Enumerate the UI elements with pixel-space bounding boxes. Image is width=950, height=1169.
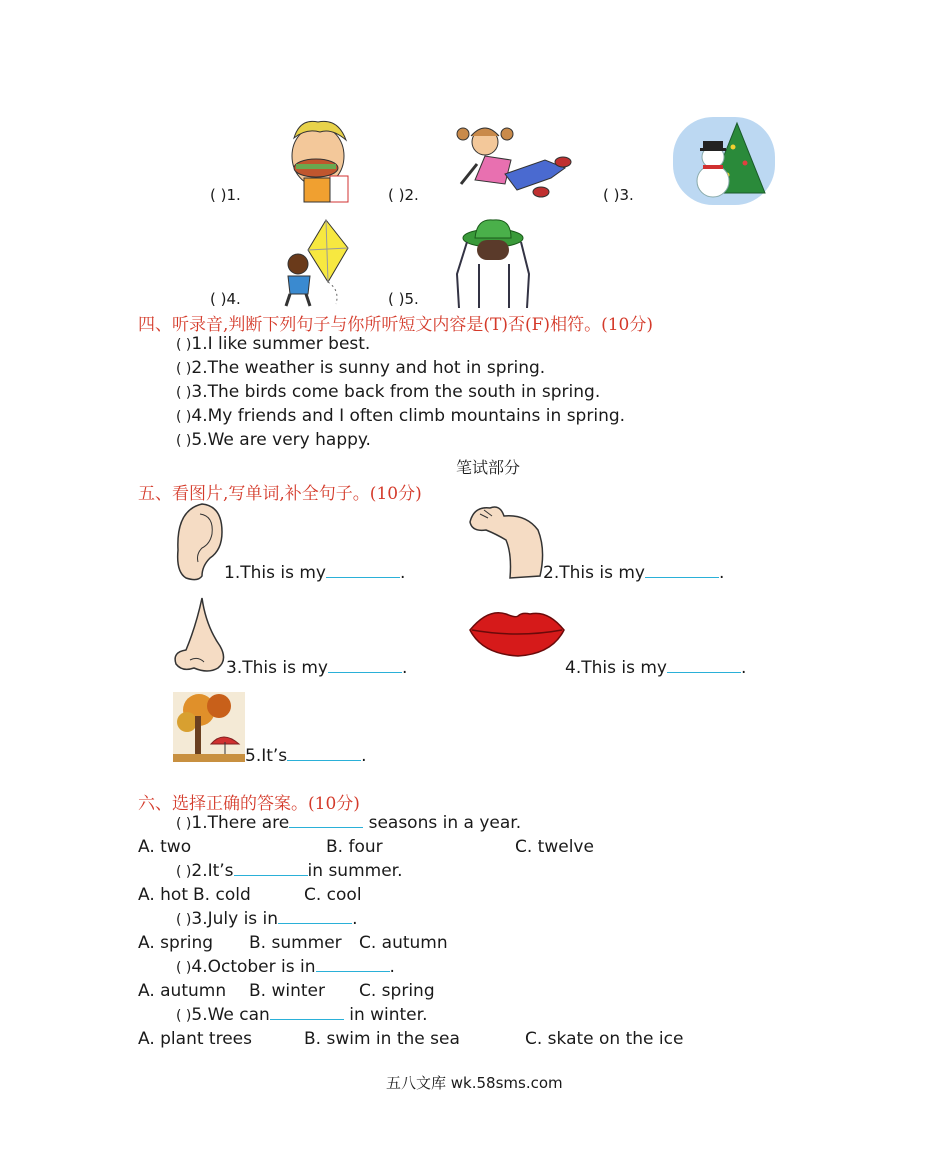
- section4-item-3: ( )3.The birds come back from the south in spring.: [176, 382, 601, 402]
- answer-blank[interactable]: [270, 1005, 344, 1020]
- part3-item-1: ( )1.: [210, 186, 241, 204]
- section6-question-1: ( )1.There are seasons in a year.: [176, 813, 522, 833]
- section5-item-2: 2.This is my .: [543, 563, 725, 583]
- option-c-4: C. spring: [359, 981, 435, 1001]
- section6-question-4: ( )4.October is in .: [176, 957, 395, 977]
- option-c-5: C. skate on the ice: [525, 1029, 684, 1049]
- autumn-tree-umbrella-image: [173, 692, 245, 762]
- option-c-2: C. cool: [304, 885, 362, 905]
- option-b-5: B. swim in the sea: [304, 1029, 460, 1049]
- answer-blank[interactable]: [667, 658, 741, 673]
- answer-blank[interactable]: [645, 563, 719, 578]
- part3-item-2: ( )2.: [388, 186, 419, 204]
- part3-item-4: ( )4.: [210, 290, 241, 308]
- boy-flying-kite-image: [280, 218, 352, 308]
- section6-question-2: ( )2.It’s in summer.: [176, 861, 403, 881]
- answer-blank[interactable]: [289, 813, 363, 828]
- lips-image: [468, 606, 566, 660]
- option-a-3: A. spring: [138, 933, 214, 953]
- section5-item-1: 1.This is my .: [224, 563, 406, 583]
- section6-title: 六、选择正确的答案。(10分): [138, 794, 360, 814]
- section5-item-3: 3.This is my .: [226, 658, 408, 678]
- boy-wearing-hat-image: [455, 218, 533, 308]
- answer-blank[interactable]: [326, 563, 400, 578]
- option-b-1: B. four: [326, 837, 383, 857]
- section4-item-5: ( )5.We are very happy.: [176, 430, 371, 450]
- part3-item-3: ( )3.: [603, 186, 634, 204]
- option-b-4: B. winter: [249, 981, 325, 1001]
- arm-image: [466, 500, 546, 580]
- section6-question-5: ( )5.We can in winter.: [176, 1005, 428, 1025]
- answer-blank[interactable]: [234, 861, 308, 876]
- option-a-4: A. autumn: [138, 981, 227, 1001]
- section6-question-3: ( )3.July is in .: [176, 909, 358, 929]
- section4-item-2: ( )2.The weather is sunny and hot in spring.: [176, 358, 546, 378]
- option-c-1: C. twelve: [515, 837, 594, 857]
- written-part-heading: 笔试部分: [456, 458, 521, 477]
- section4-item-4: ( )4.My friends and I often climb mountains in spring.: [176, 406, 626, 426]
- section4-title: 四、听录音,判断下列句子与你所听短文内容是(T)否(F)相符。(10分): [138, 315, 653, 335]
- boy-eating-burger-image: [280, 116, 355, 204]
- footer-source: 五八文库 wk.58sms.com: [386, 1074, 563, 1092]
- ear-image: [172, 500, 224, 582]
- option-a-5: A. plant trees: [138, 1029, 252, 1049]
- girl-falling-image: [455, 120, 577, 204]
- option-b-3: B. summer: [249, 933, 342, 953]
- nose-image: [172, 596, 228, 676]
- section5-title: 五、看图片,写单词,补全句子。(10分): [138, 484, 422, 504]
- snowman-christmas-tree-image: [673, 117, 775, 205]
- answer-blank[interactable]: [287, 746, 361, 761]
- section4-item-1: ( )1.I like summer best.: [176, 334, 371, 354]
- answer-blank[interactable]: [316, 957, 390, 972]
- section5-item-5: 5.It’s .: [245, 746, 367, 766]
- option-a-1: A. two: [138, 837, 192, 857]
- part3-item-5: ( )5.: [388, 290, 419, 308]
- answer-blank[interactable]: [328, 658, 402, 673]
- section5-item-4: 4.This is my .: [565, 658, 747, 678]
- option-c-3: C. autumn: [359, 933, 448, 953]
- option-a-2: A. hot: [138, 885, 188, 905]
- answer-blank[interactable]: [278, 909, 352, 924]
- option-b-2: B. cold: [193, 885, 251, 905]
